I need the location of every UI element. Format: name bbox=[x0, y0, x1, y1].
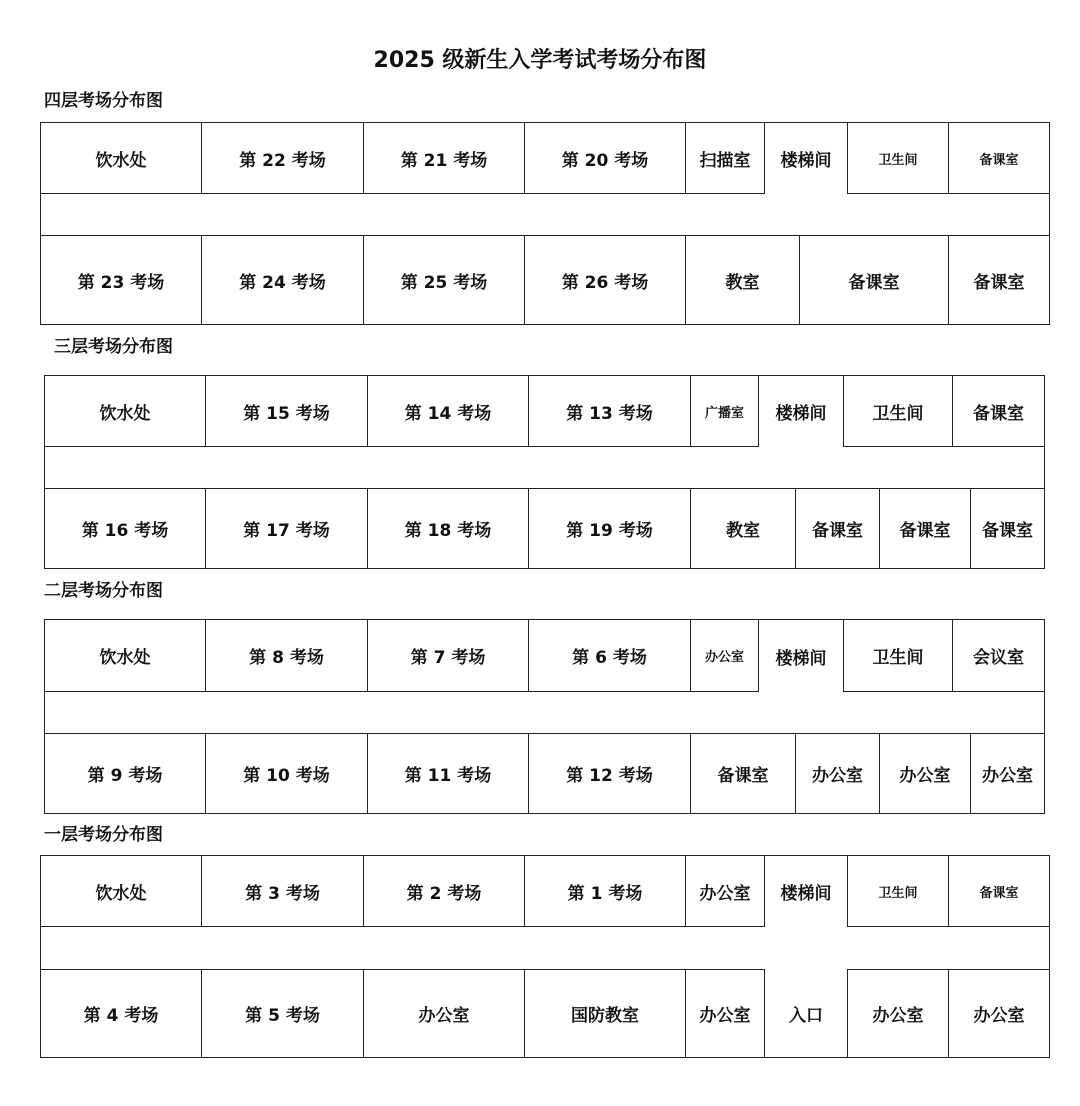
room: 第 6 考场 bbox=[529, 620, 691, 692]
room: 广播室 bbox=[691, 376, 759, 447]
room: 第 8 考场 bbox=[206, 620, 368, 692]
room: 楼梯间 bbox=[780, 884, 832, 904]
room: 第 24 考场 bbox=[202, 235, 364, 324]
room: 备课室 bbox=[949, 123, 1049, 194]
page-title: 2025 级新生入学考试考场分布图 bbox=[373, 48, 707, 73]
room: 第 9 考场 bbox=[45, 733, 206, 813]
room: 卫生间 bbox=[847, 856, 949, 927]
room: 第 21 考场 bbox=[364, 123, 525, 194]
room: 卫生间 bbox=[843, 376, 953, 447]
floor-label: 二层考场分布图 bbox=[44, 581, 163, 601]
room: 饮水处 bbox=[41, 856, 202, 927]
room: 办公室 bbox=[796, 733, 880, 813]
corridor bbox=[41, 194, 1049, 235]
room: 饮水处 bbox=[41, 123, 202, 194]
room: 第 13 考场 bbox=[529, 376, 691, 447]
room: 第 5 考场 bbox=[202, 969, 364, 1057]
room: 办公室 bbox=[847, 969, 949, 1057]
room: 卫生间 bbox=[847, 123, 949, 194]
room: 第 18 考场 bbox=[368, 488, 529, 568]
room: 办公室 bbox=[880, 733, 971, 813]
room: 教室 bbox=[686, 235, 800, 324]
room: 第 15 考场 bbox=[206, 376, 368, 447]
room: 第 22 考场 bbox=[202, 123, 364, 194]
room: 备课室 bbox=[691, 733, 796, 813]
room: 办公室 bbox=[691, 620, 759, 692]
room: 第 1 考场 bbox=[525, 856, 686, 927]
room: 饮水处 bbox=[45, 376, 206, 447]
corridor bbox=[45, 447, 1044, 488]
room: 第 12 考场 bbox=[529, 733, 691, 813]
room: 饮水处 bbox=[45, 620, 206, 692]
room: 第 16 考场 bbox=[45, 488, 206, 568]
room: 楼梯间 bbox=[780, 151, 832, 171]
room: 备课室 bbox=[796, 488, 880, 568]
room: 备课室 bbox=[800, 235, 949, 324]
room: 第 19 考场 bbox=[529, 488, 691, 568]
room: 国防教室 bbox=[525, 969, 686, 1057]
room: 教室 bbox=[691, 488, 796, 568]
room: 第 20 考场 bbox=[525, 123, 686, 194]
room: 备课室 bbox=[949, 235, 1049, 324]
room: 扫描室 bbox=[686, 123, 765, 194]
room: 第 14 考场 bbox=[368, 376, 529, 447]
room: 第 25 考场 bbox=[364, 235, 525, 324]
room: 第 3 考场 bbox=[202, 856, 364, 927]
floor-plan bbox=[40, 855, 1050, 1058]
corridor bbox=[41, 927, 1049, 969]
floor-label: 四层考场分布图 bbox=[44, 91, 163, 111]
room: 第 17 考场 bbox=[206, 488, 368, 568]
room: 第 4 考场 bbox=[41, 969, 202, 1057]
room: 第 26 考场 bbox=[525, 235, 686, 324]
floor-plan bbox=[44, 375, 1045, 569]
floor-label: 一层考场分布图 bbox=[44, 825, 163, 845]
room: 楼梯间 bbox=[775, 648, 827, 669]
room: 办公室 bbox=[686, 856, 765, 927]
room: 备课室 bbox=[971, 488, 1044, 568]
room: 备课室 bbox=[880, 488, 971, 568]
floor-plan bbox=[44, 619, 1045, 814]
room: 第 10 考场 bbox=[206, 733, 368, 813]
room: 会议室 bbox=[953, 620, 1044, 692]
room: 办公室 bbox=[949, 969, 1049, 1057]
corridor bbox=[45, 692, 1044, 733]
room: 入口 bbox=[789, 1005, 823, 1026]
room: 办公室 bbox=[971, 733, 1044, 813]
floor-label: 三层考场分布图 bbox=[54, 337, 173, 357]
room: 第 23 考场 bbox=[41, 235, 202, 324]
room: 卫生间 bbox=[843, 620, 953, 692]
room: 第 11 考场 bbox=[368, 733, 529, 813]
room: 办公室 bbox=[686, 969, 765, 1057]
room: 备课室 bbox=[953, 376, 1044, 447]
room: 第 2 考场 bbox=[364, 856, 525, 927]
room: 楼梯间 bbox=[775, 404, 827, 424]
room: 办公室 bbox=[364, 969, 525, 1057]
floor-plan bbox=[40, 122, 1050, 325]
room: 第 7 考场 bbox=[368, 620, 529, 692]
room: 备课室 bbox=[949, 856, 1049, 927]
